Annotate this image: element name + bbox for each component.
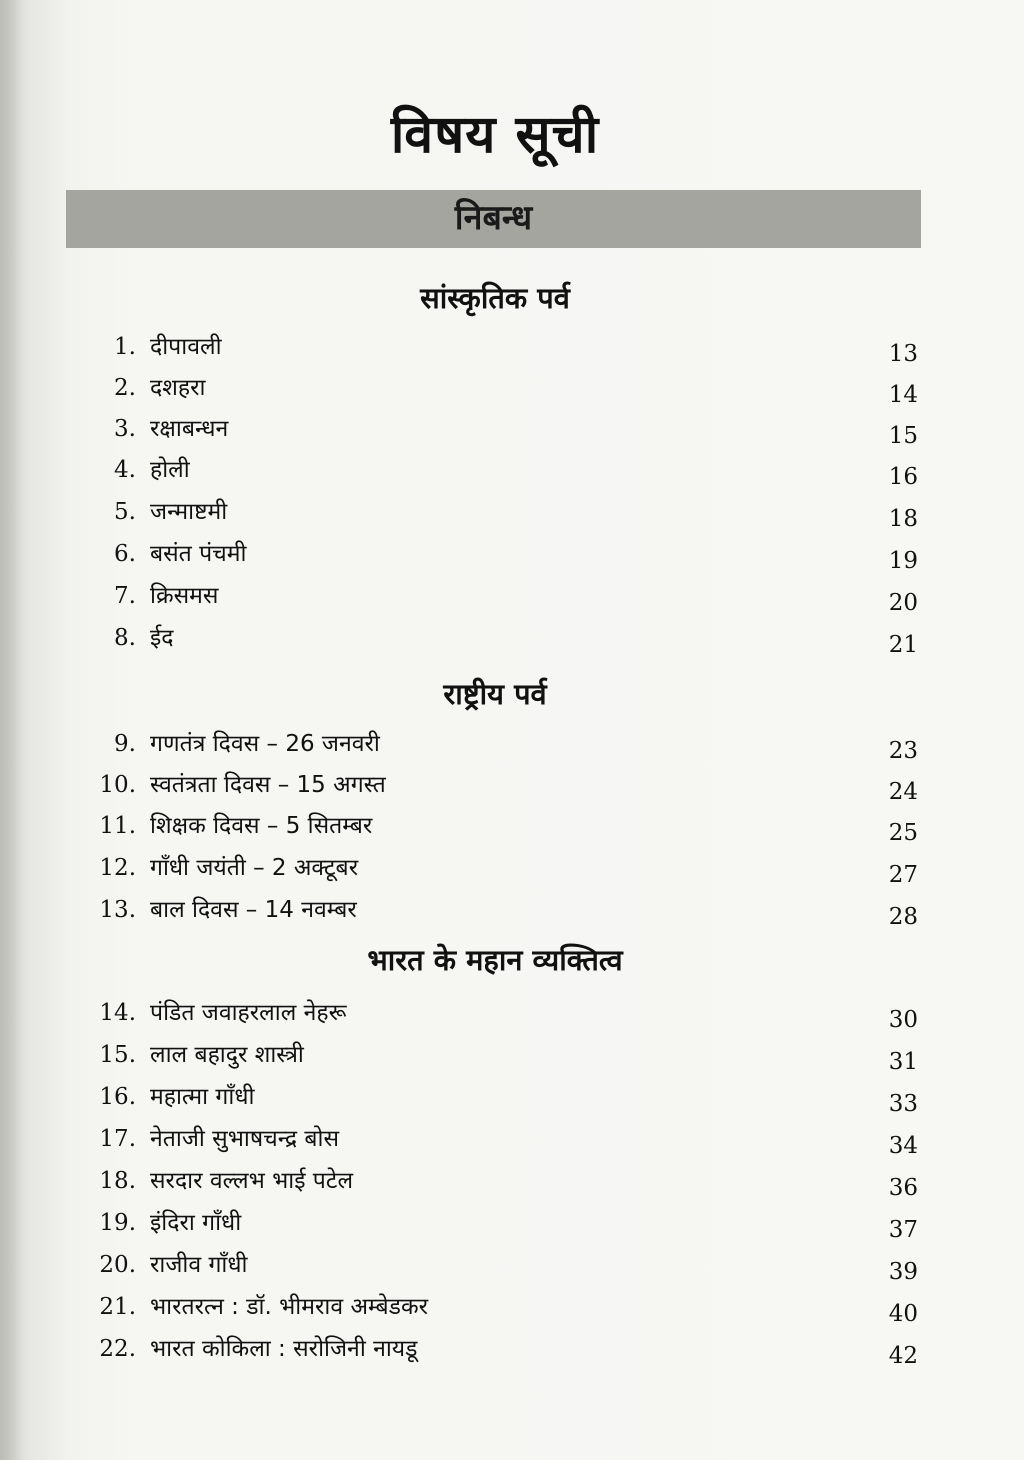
entry-title: क्रिसमस bbox=[150, 583, 219, 609]
toc-entry bbox=[0, 1245, 1024, 1285]
entry-number: 4. bbox=[114, 457, 136, 483]
toc-entry bbox=[0, 765, 1024, 805]
entry-title: गणतंत्र दिवस – 26 जनवरी bbox=[150, 731, 380, 757]
entry-page: 37 bbox=[888, 1217, 918, 1243]
toc-entry bbox=[0, 1077, 1024, 1117]
entry-page: 20 bbox=[888, 590, 918, 616]
entry-page: 13 bbox=[888, 341, 918, 367]
entry-number: 3. bbox=[114, 416, 136, 442]
toc-entry bbox=[0, 618, 1024, 658]
section-heading-cultural: सांस्कृतिक पर्व bbox=[420, 281, 570, 315]
entry-title: लाल बहादुर शास्त्री bbox=[150, 1042, 304, 1068]
entry-number: 12. bbox=[99, 855, 136, 881]
entry-title: नेताजी सुभाषचन्द्र बोस bbox=[150, 1126, 340, 1152]
entry-page: 40 bbox=[888, 1301, 918, 1327]
entry-number: 21. bbox=[99, 1294, 136, 1320]
entry-title: ईद bbox=[150, 625, 174, 651]
section-heading-personalities: भारत के महान व्यक्तित्व bbox=[367, 943, 623, 977]
entry-title: दशहरा bbox=[150, 375, 206, 401]
section-heading-national: राष्ट्रीय पर्व bbox=[443, 677, 547, 711]
page-title: विषय सूची bbox=[390, 105, 600, 165]
entry-number: 1. bbox=[114, 334, 136, 360]
entry-page: 28 bbox=[888, 904, 918, 930]
entry-title: स्वतंत्रता दिवस – 15 अगस्त bbox=[150, 772, 386, 798]
entry-page: 19 bbox=[888, 548, 918, 574]
toc-entry bbox=[0, 1035, 1024, 1075]
entry-page: 25 bbox=[888, 820, 918, 846]
toc-entry bbox=[0, 806, 1024, 846]
entry-number: 13. bbox=[99, 897, 136, 923]
entry-number: 16. bbox=[99, 1084, 136, 1110]
toc-entry bbox=[0, 534, 1024, 574]
entry-title: जन्माष्टमी bbox=[150, 499, 228, 525]
entry-number: 14. bbox=[99, 1000, 136, 1026]
entry-number: 22. bbox=[99, 1336, 136, 1362]
entry-number: 11. bbox=[99, 813, 136, 839]
entry-number: 5. bbox=[114, 499, 136, 525]
entry-title: राजीव गाँधी bbox=[150, 1252, 248, 1278]
entry-title: सरदार वल्लभ भाई पटेल bbox=[150, 1168, 354, 1194]
toc-entry bbox=[0, 993, 1024, 1033]
banner-label: निबन्ध bbox=[454, 198, 533, 238]
entry-number: 19. bbox=[99, 1210, 136, 1236]
entry-page: 15 bbox=[888, 423, 918, 449]
toc-entry bbox=[0, 492, 1024, 532]
entry-number: 17. bbox=[99, 1126, 136, 1152]
entry-title: इंदिरा गाँधी bbox=[150, 1210, 242, 1236]
entry-title: गाँधी जयंती – 2 अक्टूबर bbox=[150, 855, 359, 881]
entry-title: पंडित जवाहरलाल नेहरू bbox=[150, 1000, 347, 1026]
entry-number: 6. bbox=[114, 541, 136, 567]
entry-page: 31 bbox=[888, 1049, 918, 1075]
entry-page: 39 bbox=[888, 1259, 918, 1285]
toc-entry bbox=[0, 1329, 1024, 1369]
entry-number: 18. bbox=[99, 1168, 136, 1194]
entry-title: बसंत पंचमी bbox=[150, 541, 247, 567]
entry-title: शिक्षक दिवस – 5 सितम्बर bbox=[150, 813, 373, 839]
entry-number: 10. bbox=[99, 772, 136, 798]
toc-entry bbox=[0, 1119, 1024, 1159]
toc-entry bbox=[0, 890, 1024, 930]
entry-page: 24 bbox=[888, 779, 918, 805]
entry-number: 7. bbox=[114, 583, 136, 609]
entry-title: भारतरत्न : डॉ. भीमराव अम्बेडकर bbox=[150, 1294, 429, 1320]
toc-entry bbox=[0, 1287, 1024, 1327]
entry-page: 30 bbox=[888, 1007, 918, 1033]
entry-page: 14 bbox=[888, 382, 918, 408]
toc-entry bbox=[0, 848, 1024, 888]
toc-entry bbox=[0, 327, 1024, 367]
entry-title: होली bbox=[150, 457, 190, 483]
entry-title: रक्षाबन्धन bbox=[150, 416, 229, 442]
toc-entry bbox=[0, 450, 1024, 490]
entry-title: दीपावली bbox=[150, 334, 222, 360]
entry-page: 23 bbox=[888, 738, 918, 764]
toc-entry bbox=[0, 1161, 1024, 1201]
entry-number: 20. bbox=[99, 1252, 136, 1278]
toc-entry bbox=[0, 1203, 1024, 1243]
entry-number: 2. bbox=[114, 375, 136, 401]
entry-title: बाल दिवस – 14 नवम्बर bbox=[150, 897, 357, 923]
toc-entry bbox=[0, 724, 1024, 764]
entry-page: 16 bbox=[888, 464, 918, 490]
toc-entry bbox=[0, 409, 1024, 449]
entry-page: 18 bbox=[888, 506, 918, 532]
entry-page: 21 bbox=[888, 632, 918, 658]
entry-page: 36 bbox=[888, 1175, 918, 1201]
entry-page: 27 bbox=[888, 862, 918, 888]
entry-title: महात्मा गाँधी bbox=[150, 1084, 255, 1110]
entry-number: 15. bbox=[99, 1042, 136, 1068]
entry-number: 9. bbox=[114, 731, 136, 757]
entry-number: 8. bbox=[114, 625, 136, 651]
toc-entry bbox=[0, 368, 1024, 408]
entry-page: 42 bbox=[888, 1343, 918, 1369]
entry-title: भारत कोकिला : सरोजिनी नायडू bbox=[150, 1336, 418, 1362]
toc-entry bbox=[0, 576, 1024, 616]
entry-page: 33 bbox=[888, 1091, 918, 1117]
entry-page: 34 bbox=[888, 1133, 918, 1159]
section-banner bbox=[66, 190, 921, 248]
